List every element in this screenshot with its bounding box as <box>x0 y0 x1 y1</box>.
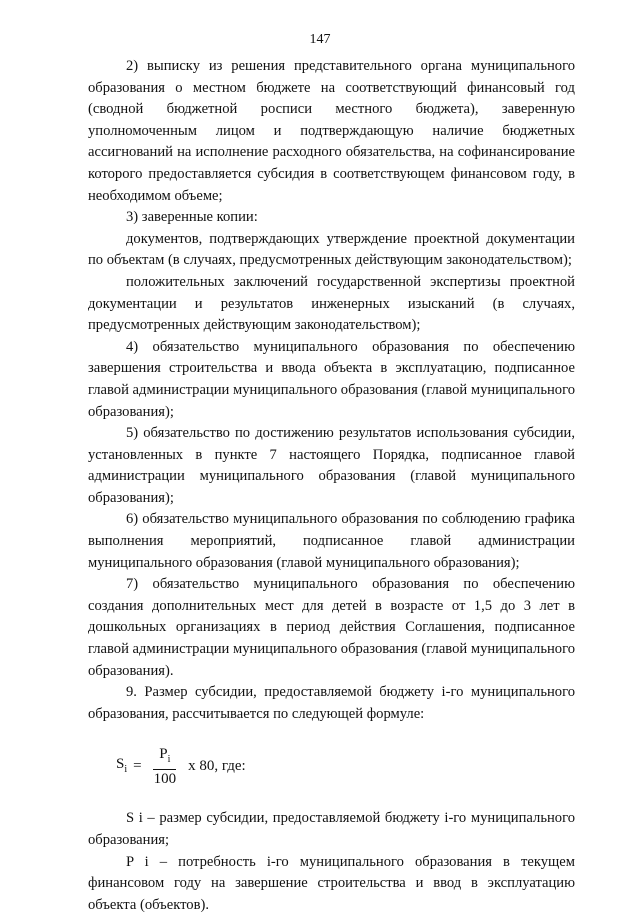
paragraph-copies-design-docs: документов, подтверждающих утверждение проектной документации по объектам (в случаях, предусмотренных действующим законодательством); <box>88 230 575 269</box>
formula-equals: = <box>133 758 142 775</box>
paragraph-item-4: 4) обязательство муниципального образования по обеспечению завершения строительства и ввода объекта в эксплуатацию, подписанное главой администрации муниципального образования (главой муниципального образования); <box>88 338 575 420</box>
formula-fraction <box>148 745 183 788</box>
paragraph-item-6: 6) обязательство муниципального образования по соблюдению графика выполнения мероприятий, подписанное главой администрации муниципального образования (главой муниципального образования); <box>88 511 575 571</box>
formula-lhs: $S_i$ <box>116 755 128 775</box>
paragraph-item-7: 7) обязательство муниципального образования по обеспечению создания дополнительных мест для детей в возрасте от 1,5 до 3 лет в дошкольных организациях в период действия Соглашения, подписанное главой администрации муниципального образования (главой муниципального образования). <box>88 576 575 679</box>
definition-si: S i – размер субсидии, предоставляемой бюджету i-го муниципального образования; <box>88 810 575 848</box>
formula-tail: x 80, где: <box>188 758 246 775</box>
formula-numerator: $P_i$ <box>153 745 176 770</box>
definition-pi: P i – потребность i-го муниципального образования в текущем финансовом году на завершение строительства и ввод в эксплуатацию объекта (объектов). <box>88 853 575 913</box>
paragraph-item-2: 2) выписку из решения представительного органа муниципального образования о местном бюджете на соответствующий финансовый год (сводной бюджетной росписи местного бюджета), заверенную уполномоченным лицом и подтверждающую наличие бюджетных ассигнований на исполнение расходного обязательства, на софинансирование которого предоставляется субсидия в соответствующем финансовом году, в необходимом объеме; <box>88 58 575 204</box>
formula-denominator: 100 <box>153 771 177 788</box>
paragraph-item-3: 3) заверенные копии: <box>126 209 258 226</box>
document-body <box>88 56 575 916</box>
subsidy-formula <box>116 745 575 788</box>
paragraph-section-9: 9. Размер субсидии, предоставляемой бюджету i-го муниципального образования, рассчитывается по следующей формуле: <box>88 684 575 722</box>
paragraph-item-5: 5) обязательство по достижению результатов использования субсидии, установленных в пункте 7 настоящего Порядка, подписанное главой администрации муниципального образования (главой муниципального образования); <box>88 425 575 506</box>
page-number: 147 <box>309 32 331 47</box>
paragraph-copies-expertise: положительных заключений государственной экспертизы проектной документации и результатов инженерных изысканий (в случаях, предусмотренных действующим законодательством); <box>88 273 575 334</box>
